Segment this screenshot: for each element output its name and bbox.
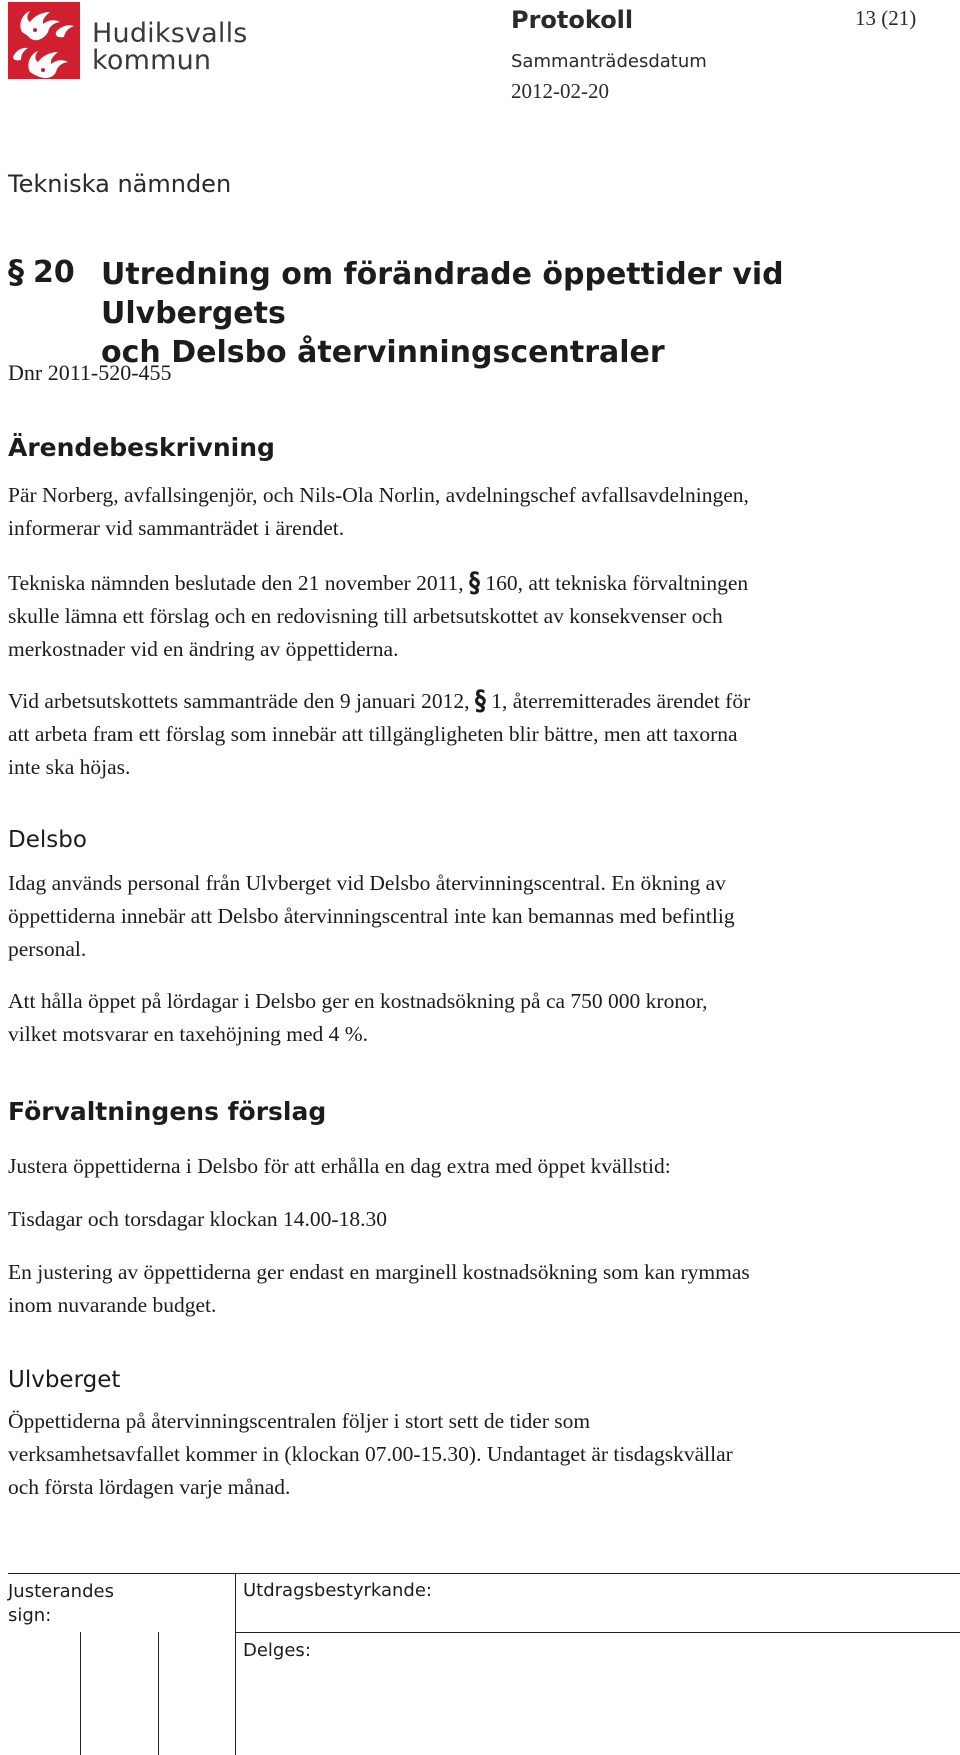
text-line: Pär Norberg, avfallsingenjör, och Nils-Ola Norlin, avdelningschef avfallsavdelningen, <box>8 483 749 507</box>
paragraph-symbol-inline: § <box>469 567 481 600</box>
heading-arendebeskrivning: Ärendebeskrivning <box>8 433 275 462</box>
brand-line-1: Hudiksvalls <box>92 18 248 49</box>
paragraph-delsbo-1 <box>8 867 943 966</box>
paragraph-delsbo-2 <box>8 985 943 1051</box>
text-line <box>8 685 943 718</box>
text-fragment: 160, att tekniska förvaltningen <box>485 571 749 595</box>
paragraph-forslag-3 <box>8 1256 943 1322</box>
label-line: Justerandes <box>8 1581 114 1602</box>
text-line: Öppettiderna på återvinningscentralen följer i stort sett de tider som <box>8 1409 591 1433</box>
text-line: Idag används personal från Ulvberget vid Delsbo återvinningscentral. En ökning av <box>8 871 726 895</box>
text-line: informerar vid sammanträdet i ärendet. <box>8 516 345 540</box>
heading-delsbo: Delsbo <box>8 827 87 853</box>
label-line: sign: <box>8 1605 52 1626</box>
hudiksvall-coat-of-arms-logo <box>8 2 80 79</box>
paragraph-arende-1 <box>8 479 943 545</box>
section-number: 20 <box>33 255 75 290</box>
text-fragment: Tekniska nämnden beslutade den 21 november 2011, <box>8 571 464 595</box>
heading-ulvberget: Ulvberget <box>8 1367 121 1393</box>
text-line: personal. <box>8 937 87 961</box>
paragraph-arende-3 <box>8 685 943 784</box>
text-line: skulle lämna ett förslag och en redovisning till arbetsutskottet av konsekvenser och <box>8 604 723 628</box>
delges-divider <box>235 1632 960 1633</box>
text-line: öppettiderna innebär att Delsbo återvinningscentral inte kan bemannas med befintlig <box>8 904 735 928</box>
paragraph-ulvberget-1 <box>8 1405 943 1504</box>
section-title-line-1: Utredning om förändrade öppettider vid Ulvbergets <box>101 257 784 331</box>
paragraph-arende-2 <box>8 567 943 666</box>
municipality-brand-name <box>92 20 248 74</box>
signature-box-divider <box>80 1632 81 1755</box>
text-line: merkostnader vid en ändring av öppettiderna. <box>8 637 399 661</box>
text-line: verksamhetsavfallet kommer in (klockan 07.00-15.30). Undantaget är tisdagskvällar <box>8 1442 733 1466</box>
paragraph-symbol: § <box>8 253 24 291</box>
signature-box-divider <box>158 1632 159 1755</box>
text-fragment: Vid arbetsutskottets sammanträde den 9 januari 2012, <box>8 689 470 713</box>
text-line: Justera öppettiderna i Delsbo för att erhålla en dag extra med öppet kvällstid: <box>8 1154 671 1178</box>
committee-name: Tekniska nämnden <box>8 170 232 198</box>
meeting-date-label: Sammanträdesdatum <box>511 51 707 72</box>
text-line: och första lördagen varje månad. <box>8 1475 291 1499</box>
text-line: inte ska höjas. <box>8 755 131 779</box>
text-line: Tisdagar och torsdagar klockan 14.00-18.30 <box>8 1207 387 1231</box>
justerande-sign-label <box>8 1580 114 1628</box>
footer-column-divider <box>235 1573 236 1755</box>
document-type: Protokoll <box>511 6 634 34</box>
paragraph-symbol-inline: § <box>474 685 486 718</box>
text-line: inom nuvarande budget. <box>8 1293 217 1317</box>
page-number: 13 (21) <box>855 6 917 30</box>
text-line: Att hålla öppet på lördagar i Delsbo ger en kostnadsökning på ca 750 000 kronor, <box>8 989 708 1013</box>
case-number: Dnr 2011-520-455 <box>8 360 172 385</box>
paragraph-forslag-1 <box>8 1150 943 1183</box>
text-line <box>8 567 943 600</box>
utdragsbestyrkande-label: Utdragsbestyrkande: <box>243 1580 432 1601</box>
text-line: att arbeta fram ett förslag som innebär att tillgängligheten blir bättre, men att taxorna <box>8 722 738 746</box>
section-title <box>101 255 941 372</box>
meeting-date-value: 2012-02-20 <box>511 79 609 103</box>
heading-forvaltningens-forslag: Förvaltningens förslag <box>8 1097 327 1126</box>
text-line: En justering av öppettiderna ger endast en marginell kostnadsökning som kan rymmas <box>8 1260 750 1284</box>
text-line: vilket motsvarar en taxehöjning med 4 %. <box>8 1022 369 1046</box>
footer-divider <box>8 1573 960 1574</box>
section-title-line-2: och Delsbo återvinningscentraler <box>101 335 665 370</box>
brand-line-2: kommun <box>92 45 212 76</box>
delges-label: Delges: <box>243 1640 311 1661</box>
text-fragment: 1, återremitterades ärendet för <box>491 689 751 713</box>
paragraph-forslag-2 <box>8 1203 943 1236</box>
